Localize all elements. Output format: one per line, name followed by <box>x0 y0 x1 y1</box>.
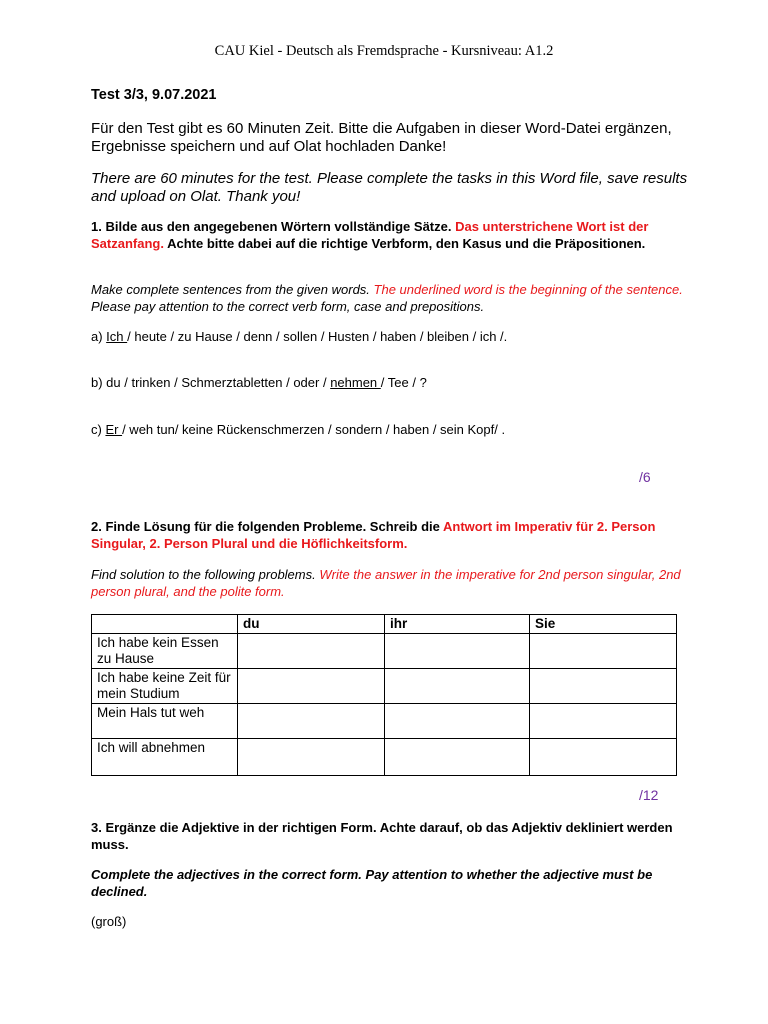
item-a-words: / heute / zu Hause / denn / sollen / Husten / haben / bleiben / ich /. <box>127 329 508 344</box>
answer-cell-ihr[interactable] <box>385 704 530 739</box>
task3-instructions-german: 3. Ergänze die Adjektive in der richtigen Form. Achte darauf, ob das Adjektiv dekliniert werden muss. <box>91 820 673 852</box>
item-b-words: b) du / trinken / Schmerztabletten / oder / <box>91 375 331 390</box>
answer-cell-ihr[interactable] <box>385 669 530 704</box>
item-a-start-word: Ich <box>106 329 128 344</box>
task2-en-highlight: Write the answer in the imperative for 2nd person singular, 2nd person plural, and the polite form. <box>91 567 681 599</box>
page-header: CAU Kiel - Deutsch als Fremdsprache - Kursniveau: A1.2 <box>214 43 554 59</box>
header-empty <box>92 615 238 634</box>
imperative-table <box>91 614 677 776</box>
task2-points: /12 <box>639 787 659 803</box>
task2-instructions-english <box>91 566 691 600</box>
task2-instructions-german <box>91 518 691 552</box>
item-b-suffix: / Tee / ? <box>380 375 427 390</box>
answer-cell-du[interactable] <box>238 739 385 776</box>
task2-en-part1: Find solution to the following problems. <box>91 567 320 582</box>
task1-item-b <box>91 374 427 391</box>
item-a-prefix: a) <box>91 329 107 344</box>
answer-cell-ihr[interactable] <box>385 739 530 776</box>
answer-cell-sie[interactable] <box>530 669 677 704</box>
answer-cell-ihr[interactable] <box>385 634 530 669</box>
task3-hint: (groß) <box>91 914 127 929</box>
answer-cell-du[interactable] <box>238 634 385 669</box>
task1-en-part1: Make complete sentences from the given words. <box>91 282 374 297</box>
item-c-prefix: c) <box>91 422 106 437</box>
task2-de-highlight: Antwort im Imperativ für 2. Person Singular, 2. Person Plural und die Höflichkeitsform. <box>91 519 656 551</box>
task1-en-highlight: The underlined word is the beginning of the sentence. <box>373 282 683 297</box>
item-b-start-word: nehmen <box>330 375 381 390</box>
answer-cell-du[interactable] <box>238 704 385 739</box>
task3-instructions-english: Complete the adjectives in the correct form. Pay attention to whether the adjective must be declined. <box>91 867 653 899</box>
task1-points: /6 <box>639 469 651 485</box>
task1-de-highlight: Das unterstrichene Wort ist der Satzanfang. <box>91 219 649 251</box>
task2-de-part1: 2. Finde Lösung für die folgenden Probleme. Schreib die <box>91 519 444 534</box>
intro-english: There are 60 minutes for the test. Please complete the tasks in this Word file, save results and upload on Olat. Thank you! <box>91 170 688 205</box>
task1-instructions-english <box>91 281 691 315</box>
header-du: du <box>238 615 385 634</box>
item-c-start-word: Er <box>105 422 123 437</box>
task1-item-c <box>91 421 505 438</box>
task1-en-part3: Please pay attention to the correct verb form, case and prepositions. <box>91 299 485 314</box>
header-ihr: ihr <box>385 615 530 634</box>
intro-german: Für den Test gibt es 60 Minuten Zeit. Bitte die Aufgaben in dieser Word-Datei ergänzen, Ergebnisse speichern und auf Olat hochladen Danke! <box>91 120 672 155</box>
task1-item-a <box>91 328 507 345</box>
problem-cell: Ich will abnehmen <box>92 739 238 776</box>
table-row <box>92 669 677 704</box>
answer-cell-sie[interactable] <box>530 739 677 776</box>
answer-cell-sie[interactable] <box>530 634 677 669</box>
header-sie: Sie <box>530 615 677 634</box>
task1-de-part1: 1. Bilde aus den angegebenen Wörtern vollständige Sätze. <box>91 219 456 234</box>
task1-de-part3: Achte bitte dabei auf die richtige Verbform, den Kasus und die Präpositionen. <box>163 236 646 251</box>
item-c-words: / weh tun/ keine Rückenschmerzen / sondern / haben / sein Kopf/ . <box>122 422 506 437</box>
test-title: Test 3/3, 9.07.2021 <box>91 87 217 103</box>
task1-instructions-german <box>91 218 691 252</box>
answer-cell-sie[interactable] <box>530 704 677 739</box>
table-row <box>92 704 677 739</box>
answer-cell-du[interactable] <box>238 669 385 704</box>
table-header-row <box>92 615 677 634</box>
problem-cell: Ich habe keine Zeit für mein Studium <box>92 669 238 704</box>
table-row <box>92 634 677 669</box>
problem-cell: Ich habe kein Essen zu Hause <box>92 634 238 669</box>
problem-cell: Mein Hals tut weh <box>92 704 238 739</box>
table-row <box>92 739 677 776</box>
